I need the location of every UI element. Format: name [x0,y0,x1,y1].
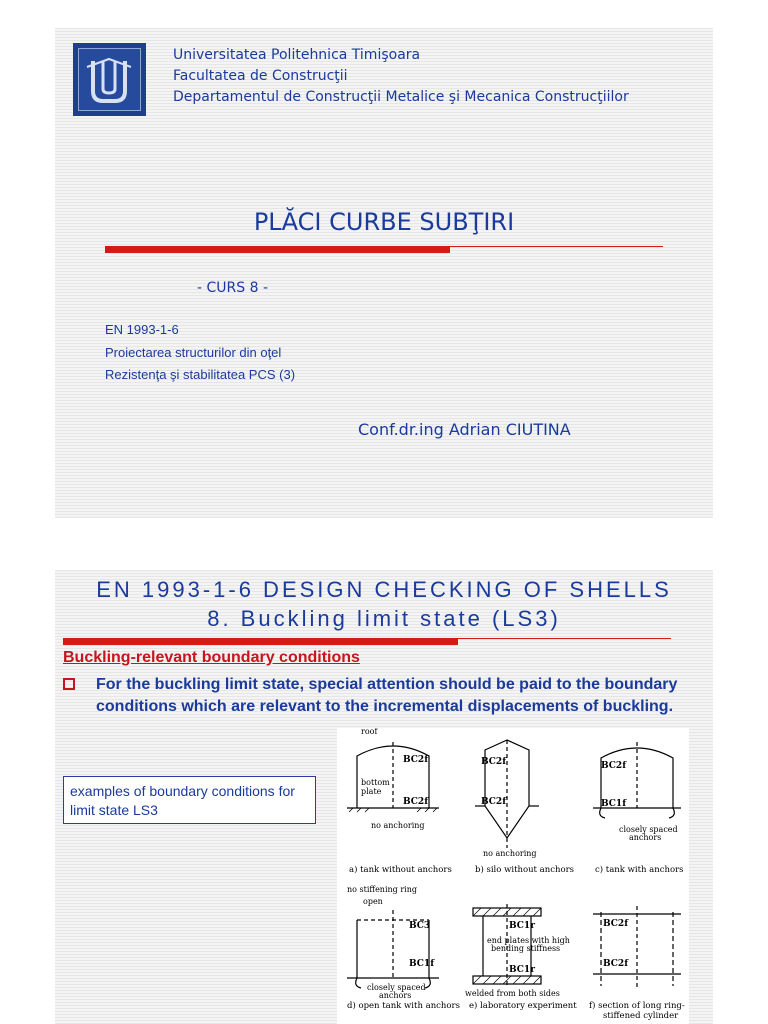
bc-label-d-top: BC3 [409,921,431,931]
bc-label-c-top: BC2f [601,761,627,771]
square-bullet-icon [63,678,75,690]
boundary-conditions-figure [337,728,689,1024]
bc-label-d-bottom: BC1f [409,959,435,969]
boundary-conditions-diagram [337,728,689,1024]
label-no-anchoring-a: no anchoring [371,821,425,830]
bc-label-f-top: BC2f [603,919,629,929]
caption-f-cont: stiffened cylinder [603,1011,679,1021]
caption-c: c) tank with anchors [595,865,684,875]
standard-topic: Proiectarea structurilor din oţel [105,345,282,360]
slide-subtitle: 8. Buckling limit state (LS3) [207,606,561,631]
standard-subtopic: Rezistenţa şi stabilitatea PCS (3) [105,367,296,382]
label-no-stiffening-ring: no stiffening ring [347,885,417,894]
title-underline-bar [105,246,450,253]
bc-label-e-top: BC1r [509,921,535,931]
slide-title: EN 1993-1-6 DESIGN CHECKING OF SHELLS [96,577,672,602]
label-roof: roof [361,728,378,736]
label-bottom: bottom [361,778,390,787]
label-closely-spaced-d: closely spaced [367,983,426,992]
label-no-anchoring-b: no anchoring [483,849,537,858]
bullet-text: For the buckling limit state, special attention should be paid to the boundary conditions which are relevant to the incremental displacements of buckling. [96,676,678,715]
university-logo [73,43,146,116]
caption-f: f) section of long ring- [589,1001,685,1011]
title-underline-line [450,246,663,247]
caption-b: b) silo without anchors [475,865,574,875]
bc-label-a-bottom: BC2f [403,797,429,807]
caption-e: e) laboratory experiment [469,1001,577,1011]
department-name: Departamentul de Construcţii Metalice şi Mecanica Construcţiilor [173,89,629,105]
label-open: open [363,897,383,906]
label-anchors-c: anchors [629,833,662,842]
label-welded: welded from both sides [465,989,560,998]
label-anchors-d: anchors [379,991,412,1000]
course-label: - CURS 8 - [197,280,268,296]
note-box: examples of boundary conditions for limit state LS3 [63,776,316,824]
bc-label-b-top: BC2f [481,757,507,767]
caption-a: a) tank without anchors [349,865,452,875]
university-name: Universitatea Politehnica Timişoara [173,47,421,63]
label-bending-stiffness: bending stiffness [491,944,561,953]
author-name: Conf.dr.ing Adrian CIUTINA [358,420,571,439]
standard-code: EN 1993-1-6 [105,322,179,337]
title-slide [55,28,713,518]
content-slide [55,570,713,1024]
caption-d: d) open tank with anchors [347,1001,460,1011]
label-closely-spaced-c: closely spaced [619,825,678,834]
section-heading: Buckling-relevant boundary conditions [63,649,360,666]
slide-title: PLĂCI CURBE SUBŢIRI [253,208,515,236]
bc-label-f-bottom: BC2f [603,959,629,969]
bc-label-c-bottom: BC1f [601,799,627,809]
bc-label-e-bottom: BC1r [509,965,535,975]
bc-label-b-bottom: BC2f [481,797,507,807]
label-end-plates: end plates with high [487,936,570,945]
title-underline-line [458,638,671,639]
university-logo-icon [79,49,140,110]
label-plate: plate [361,787,382,796]
bc-label-a-top: BC2f [403,755,429,765]
faculty-name: Facultatea de Construcţii [173,68,348,84]
title-underline-bar [63,638,458,645]
